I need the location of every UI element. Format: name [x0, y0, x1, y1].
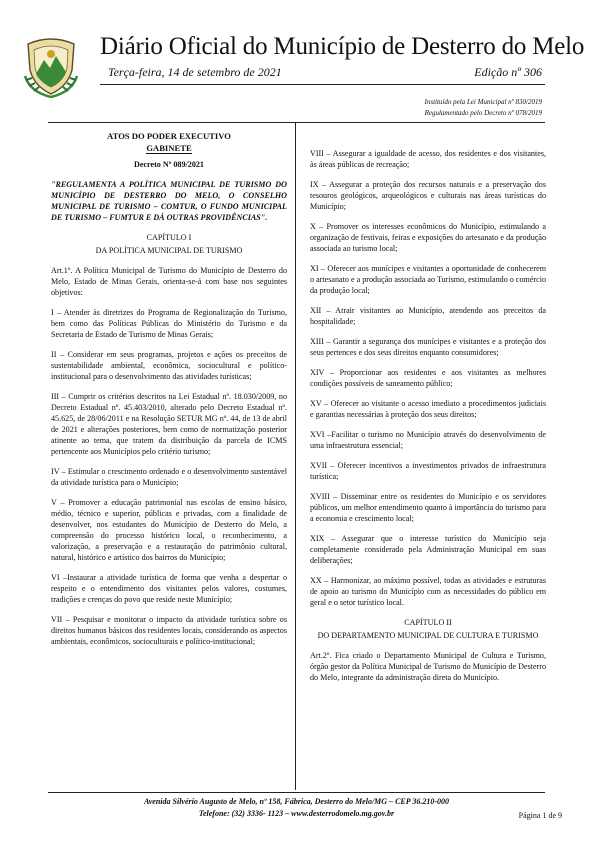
article-paragraph: IV – Estimular o crescimento ordenado e o desenvolvimento sustentável da atividade turística para o Município; [51, 467, 287, 487]
article-paragraph: III – Cumprir os critérios descritos na Lei Estadual nº. 18.030/2009, no Decreto Estadual nº. 45.403/2010, alterado pelo Decreto Estadual nº. 45.625, de 28/06/2011 e na Resolução SETUR MG nº. 44, de 13 de abril de 2021 e alterações posteriores, bem como de normatização posterior atinente ao tema, que tratem da distribuição da parcela de ICMS pertencente aos Municípios pelo critério turismo; [51, 392, 287, 456]
municipal-coat-of-arms-logo [22, 36, 80, 98]
decree-number: Decreto Nº 089/2021 [134, 160, 204, 169]
column-divider [295, 122, 296, 790]
left-column [51, 130, 287, 656]
decree-ementa: "REGULAMENTA A POLÍTICA MUNICIPAL DE TURISMO DO MUNICÍPIO DE DESTERRO DO MELO, O CONSELHO MUNICIPAL DE TURISMO – COMTUR, O FUNDO MUNICIPAL DE TURISMO – FUMTUR E DÁ OUTRAS PROVIDÊNCIAS". [51, 180, 287, 222]
chapter-2-heading: CAPÍTULO II [404, 618, 452, 627]
chapter-1-heading: CAPÍTULO I [146, 233, 192, 242]
publication-date: Terça-feira, 14 de setembro de 2021 [108, 65, 282, 79]
article-paragraph: XIII – Garantir a segurança dos munícipes e visitantes e a proteção dos seus pertences e dos seus direitos enquanto consumidores; [310, 337, 546, 357]
article-paragraph: XIV – Proporcionar aos residentes e aos visitantes as melhores condições possíveis de saneamento público; [310, 368, 546, 388]
article-paragraph: XV – Oferecer ao visitante o acesso imediato a procedimentos judiciais e garantias necessárias à proteção dos seus direitos; [310, 399, 546, 419]
page-number: Página 1 de 9 [518, 811, 562, 820]
article-paragraph: XII – Atrair visitantes ao Município, atendendo aos preceitos da hospitalidade; [310, 306, 546, 326]
article-paragraph: XI – Oferecer aos munícipes e visitantes a oportunidade de conhecerem o artesanato e a produção associada ao Turismo, estimulando o comércio da produção local; [310, 264, 546, 295]
article-paragraph: IX – Assegurar a proteção dos recursos naturais e a preservação dos tesouros geológicos, arqueológicos e culturais nas áreas turísticas do Município; [310, 180, 546, 211]
subsection-heading: GABINETE [146, 143, 192, 153]
article-paragraph: VIII – Assegurar a igualdade de acesso, dos residentes e dos visitantes, às áreas públicas de recreação; [310, 149, 546, 169]
article-paragraph: XVIII – Disseminar entre os residentes do Município e os servidores públicos, um melhor entendimento quanto à importância do turismo para a economia e crescimento local; [310, 492, 547, 523]
chapter-2-title: DO DEPARTAMENTO MUNICIPAL DE CULTURA E TURISMO [317, 631, 539, 640]
article-paragraph: XVI –Facilitar o turismo no Município através do desenvolvimento de uma infraestrutura essencial; [310, 430, 546, 450]
article-paragraph: XIX – Assegurar que o interesse turístico do Município seja completamente considerado pela Administração Municipal em suas deliberações; [310, 534, 546, 565]
footer-divider [48, 792, 545, 793]
chapter-1-title: DA POLÍTICA MUNICIPAL DE TURISMO [95, 246, 243, 255]
article-paragraph: Art.2º. Fica criado o Departamento Municipal de Cultura e Turismo, órgão gestor da Política Municipal de Turismo do Município de Desterro do Melo, integrante da administração direta do Município. [310, 651, 546, 682]
edition-number: Edição nº 306 [474, 65, 542, 79]
article-paragraph: XVII – Oferecer incentivos a investimentos privados de infraestrutura turística; [310, 461, 546, 481]
article-paragraph: I – Atender às diretrizes do Programa de Regionalização do Turismo, bem como das Políticas Públicas do Ministério do Turismo e da Secretaria de Estado de Turismo de Minas Gerais; [51, 308, 287, 339]
regulation-decree-note: Regulamentado pelo Decreto nº 078/2019 [424, 109, 542, 117]
header-divider [100, 84, 545, 85]
article-paragraph: V – Promover a educação patrimonial nas escolas de ensino básico, médio, técnico e superior, públicas e privadas, com a finalidade de desenvolver, nos estudantes do Município de Desterro do Melo, a compreensão do processo histórico local, o reconhecimento, a valorização, a preservação e a restauração do patrimônio cultural, natural, histórico e artístico dos bairros do Município; [51, 498, 287, 562]
institution-law-note: Instituído pela Lei Municipal nº 830/2019 [424, 98, 542, 106]
right-column [310, 148, 546, 692]
footer-contact: Telefone: (32) 3336- 1123 – www.desterrodomelo.mg.gov.br [198, 809, 395, 818]
article-paragraph: X – Promover os interesses econômicos do Município, estimulando a organização de festivais, feiras e exposições do artesanato e da produção associada ao turismo local; [310, 222, 546, 253]
gazette-title: Diário Oficial do Município de Desterro do Melo [100, 33, 585, 60]
article-paragraph: XX – Harmonizar, ao máximo possível, todas as atividades e estruturas de apoio ao turismo do Município com as necessidades do público em geral e o setor turístico local. [310, 576, 546, 607]
article-paragraph: VI –Instaurar a atividade turística de forma que venha a despertar o respeito e o entendimento dos visitantes pelos valores, costumes, tradições e crenças do povo que reside neste Município; [51, 573, 287, 604]
article-paragraph: Art.1º. A Política Municipal de Turismo do Município de Desterro do Melo, Estado de Minas Gerais, orienta-se-á com base nos seguintes objetivos: [51, 266, 287, 297]
footer-address: Avenida Silvério Augusto de Melo, nº 158, Fábrica, Desterro do Melo/MG – CEP 36.210-000 [144, 797, 449, 806]
content-top-divider [48, 122, 545, 123]
article-paragraph: VII – Pesquisar e monitorar o impacto da atividade turística sobre os direitos humanos básicos dos residentes locais, considerando os aspectos ambientais, econômicos, socioculturais e político-institucional; [51, 615, 287, 646]
article-paragraph: II – Considerar em seus programas, projetos e ações os preceitos de sustentabilidade ambiental, econômica, sociocultural e político-institucional para o desenvolvimento das atividades turísticas; [51, 350, 287, 381]
section-heading: ATOS DO PODER EXECUTIVO [107, 131, 231, 141]
